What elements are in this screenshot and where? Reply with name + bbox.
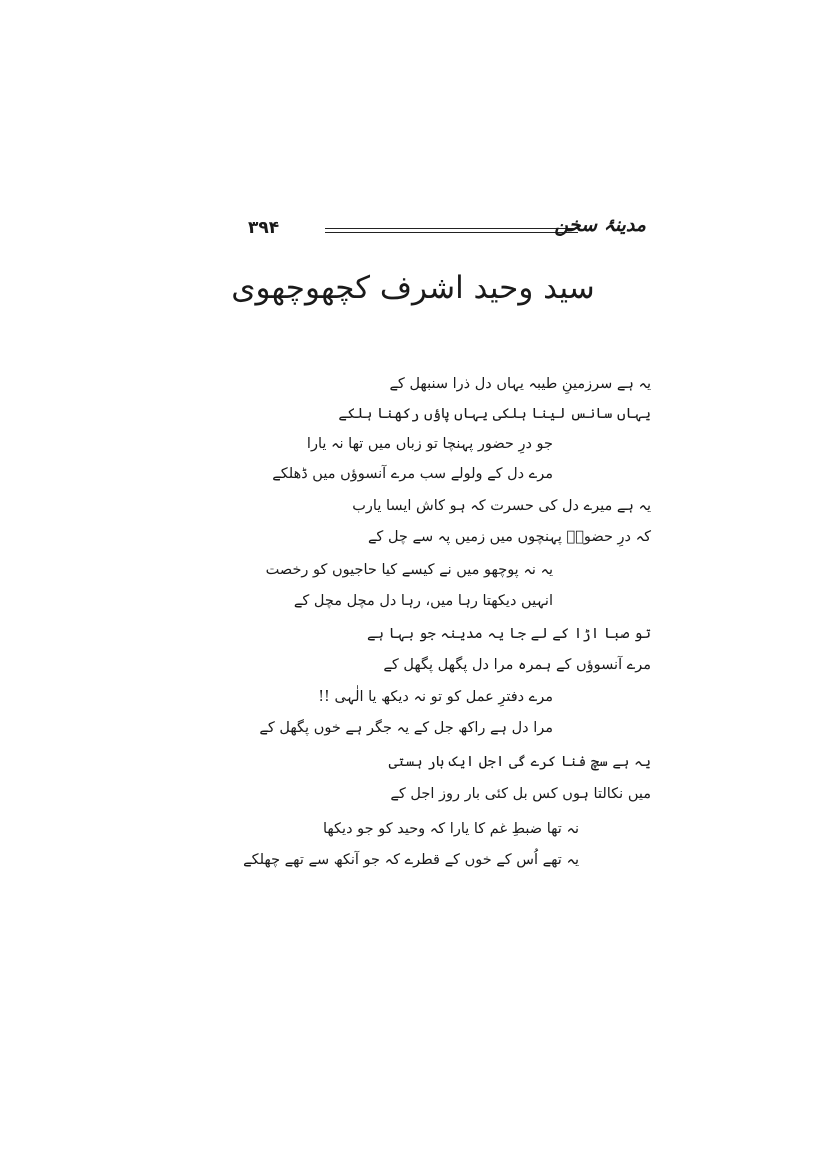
verse-line: نہ تھا ضبطِ غم کا یارا کہ وحید کو جو دیکھا — [322, 821, 579, 837]
verse-line: مرے دل کے ولولے سب مرے آنسوؤں میں ڈھلکے — [272, 466, 553, 482]
verse-line: مرے دفترِ عمل کو تو نہ دیکھ یا الٰہی !! — [318, 689, 553, 705]
verse-line: جو درِ حضور پہنچا تو زباں میں تھا نہ یارا — [306, 436, 553, 452]
verse-line: یہ تھے اُس کے خوں کے قطرے کہ جو آنکھ سے تھے چھلکے — [243, 852, 579, 868]
verse-line: مرے آنسوؤں کے ہمرہ مرا دل پگھل پگھل کے — [383, 657, 651, 673]
verse-line: کہ درِ حضورؐ پہنچوں میں زمیں پہ سے چل کے — [367, 529, 651, 545]
poet-name-heading: سید وحید اشرف کچھوچھوی — [231, 270, 595, 306]
verse-line: یہ نہ پوچھو میں نے کیسے کیا حاجیوں کو رخصت — [265, 562, 553, 578]
verse-line: یہ ہے سرزمینِ طیبہ یہاں دل ذرا سنبھل کے — [389, 376, 651, 392]
verse-line: انہیں دیکھتا رہا میں، رہا دل مچل مچل کے — [293, 593, 553, 609]
running-book-title: مدینۂ سخن — [554, 214, 646, 236]
verse-line: میں نکالتا ہوں کس بل کئی بار روز اجل کے — [390, 786, 651, 802]
verse-line: یہ ہے میرے دل کی حسرت کہ ہو کاش ایسا یارب — [352, 498, 651, 514]
page-number: ۳۹۴ — [248, 218, 280, 238]
verse-line: مرا دل ہے راکھ جل کے یہ جگر ہے خوں پگھل کے — [259, 720, 553, 736]
verse-line: یہاں سانس لینا ہلکی یہاں پاؤں رکھنا ہلکے — [338, 406, 651, 422]
verse-line: تو صبا اڑا کے لے جا یہ مدینہ جو بہا ہے — [367, 626, 651, 642]
verse-line: یہ ہے سچ فنا کرے گی اجل ایک بار ہستی — [388, 754, 651, 770]
